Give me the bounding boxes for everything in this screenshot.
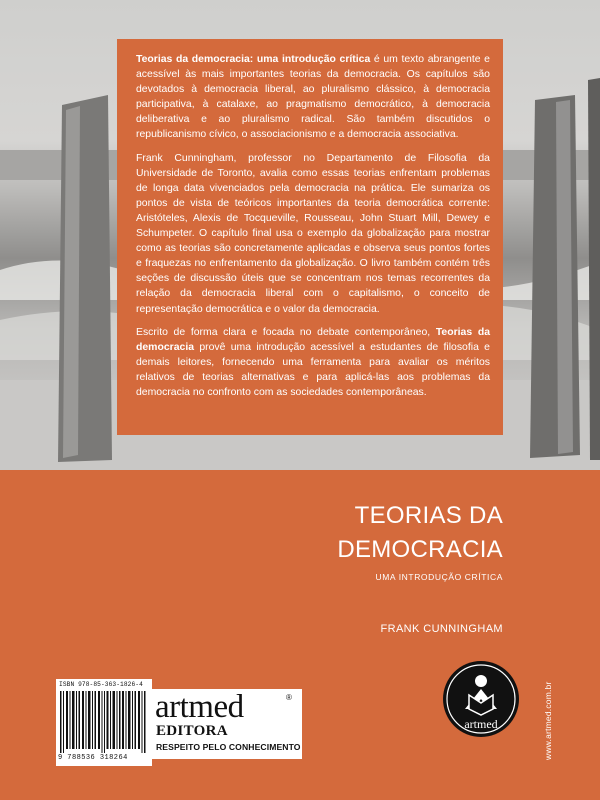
publisher-url: www.artmed.com.br <box>543 681 553 760</box>
description-paragraph-3 <box>136 325 490 400</box>
title-line-1: TEORIAS DA <box>354 502 503 529</box>
paragraph-1-text: é um texto abrangente e acessível às mais importantes teorias da democracia. Os capítulos são devotados à democracia liberal, ao pluralismo clássico, à democracia participativa, à catalaxe, ao pragmatismo democrático, à democracia deliberativa e ao pluralismo radical. São também discutidos o republicanismo cívico, o associacionismo e a democracia associativa. <box>136 54 490 141</box>
description-paragraph-1 <box>136 52 490 143</box>
title-line-2: DEMOCRACIA <box>337 536 503 563</box>
description-paragraph-2: Frank Cunningham, professor no Departamento de Filosofia da Universidade de Toronto, avalia como essas teorias enfrentam problemas de longa data vivenciados pela democracia na prática. Ele sumariza os pontos de vista de teóricos importantes da teoria democrática corrente: Aristóteles, Alexis de Tocqueville, Rousseau, John Stuart Mill, Dewey e Schumpeter. O capítulo final usa o exemplo da globalização para mostrar como as teorias são concretamente aplicadas e observa seus pontos fortes e fraquezas no enfrentamento da globalização. O livro também contém três seções de discussão úteis que se concentram nos temas recorrentes da relação da democracia liberal com o capitalismo, o conceito de representação democrática e o valor da democracia. <box>136 152 490 315</box>
description-panel <box>117 39 503 435</box>
edge-post <box>588 78 600 460</box>
artmed-editora-logo <box>152 689 302 759</box>
right-post-highlight <box>556 100 573 454</box>
logo-editora: EDITORA <box>156 723 228 739</box>
emblem-label: artmed <box>464 717 498 731</box>
isbn-number: ISBN 978-85-363-1826-4 <box>59 681 143 688</box>
barcode-icon <box>56 689 152 753</box>
barcode-digits: 9 788536 318264 <box>58 754 128 762</box>
barcode-block <box>56 679 152 766</box>
logo-wordmark: artmed <box>155 689 244 725</box>
logo-tagline: RESPEITO PELO CONHECIMENTO <box>156 742 301 752</box>
book-title-bold: Teorias da democracia: uma introdução crítica <box>136 54 371 65</box>
logo-registered-mark: ® <box>286 693 292 702</box>
paragraph-3-start: Escrito de forma clara e focada no debate contemporâneo, <box>136 326 436 338</box>
book-subtitle: UMA INTRODUÇÃO CRÍTICA <box>375 572 503 582</box>
paragraph-3-bold-title: Teorias da democracia <box>136 326 490 353</box>
book-title <box>203 499 503 567</box>
paragraph-3-rest: provê uma introdução acessível a estudantes de filosofia e demais leitores, fornecendo uma ferramenta para avaliar os méritos relativos de teorias alternativas e para aplicá-las aos problemas da democracia no confronto com as sociedades contemporâneas. <box>136 341 490 398</box>
author-name: FRANK CUNNINGHAM <box>380 623 503 635</box>
